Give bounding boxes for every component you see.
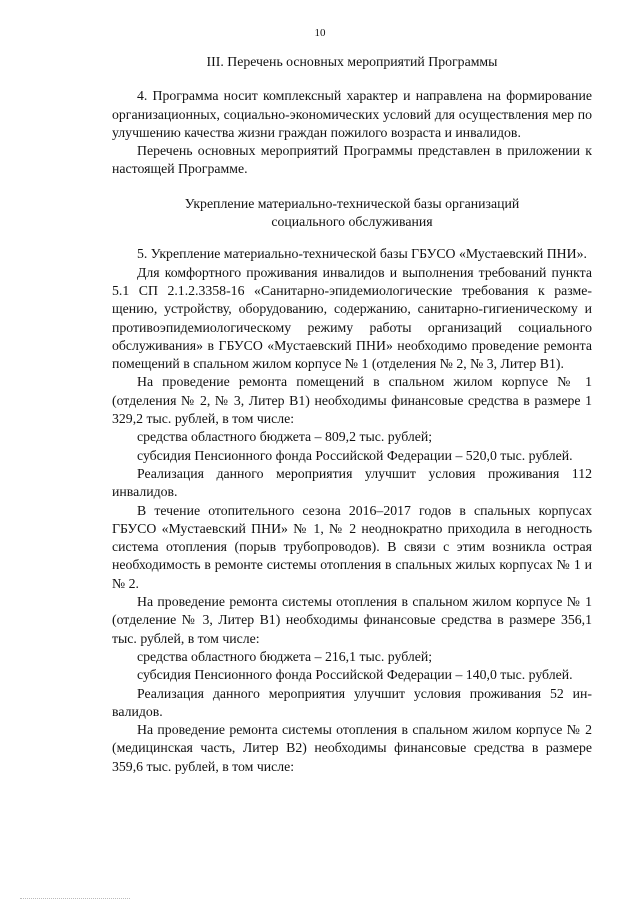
document-body [112,53,592,776]
paragraph-heating-repair-1: На проведение ремонта системы отопления в спальном жилом корпусе № 1 (отделение № 3, Литер В1) необходимы финансовые средства в размере 356,1 тыс. рублей, в том числе: [112,594,592,646]
subsection-title-line-2: социального обслуживания [271,214,433,230]
section-title: III. Перечень основных мероприятий Программы [206,54,498,69]
page-number: 10 [314,27,326,39]
paragraph-result-2: Реализация данного мероприятия улучшит условия проживания 52 инвалидов. [112,685,592,719]
subsection-title [112,195,592,232]
paragraph-heating-season: В течение отопительного сезона 2016–2017 годов в спальных корпусах ГБУСО «Мустаевский ПНИ» № 1, № 2 неоднократно приходила в негодность система отопления (порыв трубопроводов). В связи с этим возникла острая необходимость в ремонте системы отопления в спальных жилых корпусах № 1 и № 2. [112,502,592,591]
paragraph-heating-repair-2: На проведение ремонта системы отопления в спальном жилом корпусе № 2 (медицинская часть, Литер В2) необходимы финансовые средства в размере 359,6 тыс. рублей, в том числе: [112,722,592,774]
paragraph-intro-2: Перечень основных мероприятий Программы представлен в приложении к настоящей Программе. [112,143,592,177]
paragraph-pension-subsidy-1: субсидия Пенсионного фонда Российской Федерации – 520,0 тыс. рублей. [137,447,573,463]
paragraph-5: 5. Укрепление материально-технической базы ГБУСО «Мустаевский ПНИ». [137,246,587,262]
paragraph-result-1: Реализация данного мероприятия улучшит условия проживания 112 инвалидов. [112,465,592,500]
subsection-title-line-1: Укрепление материально-технической базы организаций [184,195,520,211]
paragraph-requirements: Для комфортного проживания инвалидов и выполнения требований пункта 5.1 СП 2.1.2.3358-16 «Санитарно-эпидемиологические требования к разме-щению, устройству, оборудованию, содержанию, санитарно-гигиеническому и противоэпидемиологическому режиму работы организаций социального обслуживания» в ГБУСО «Мустаевский ПНИ» необходимо проведение ремонта помещений в спальном жилом корпусе № 1 (отделения № 2, № 3, Литер В1). [112,264,592,372]
paragraph-repair-rooms-cost: На проведение ремонта помещений в спальном жилом корпусе № 1 (отделения № 2, № 3, Литер В1) необходимы финансовые средства в размере 1 329,2 тыс. рублей, в том числе: [112,374,592,427]
paragraph-pension-subsidy-2: субсидия Пенсионного фонда Российской Федерации – 140,0 тыс. рублей. [137,667,573,683]
paragraph-regional-budget-1: средства областного бюджета – 809,2 тыс. рублей; [137,429,433,445]
paragraph-regional-budget-2: средства областного бюджета – 216,1 тыс. рублей; [137,648,433,664]
footer-divider [20,898,130,900]
paragraph-intro-1: 4. Программа носит комплексный характер и направлена на формирование организационных, социально-экономических условий для осуществления мер по улучшению качества жизни граждан пожилого возраста и инвалидов. [112,88,592,140]
